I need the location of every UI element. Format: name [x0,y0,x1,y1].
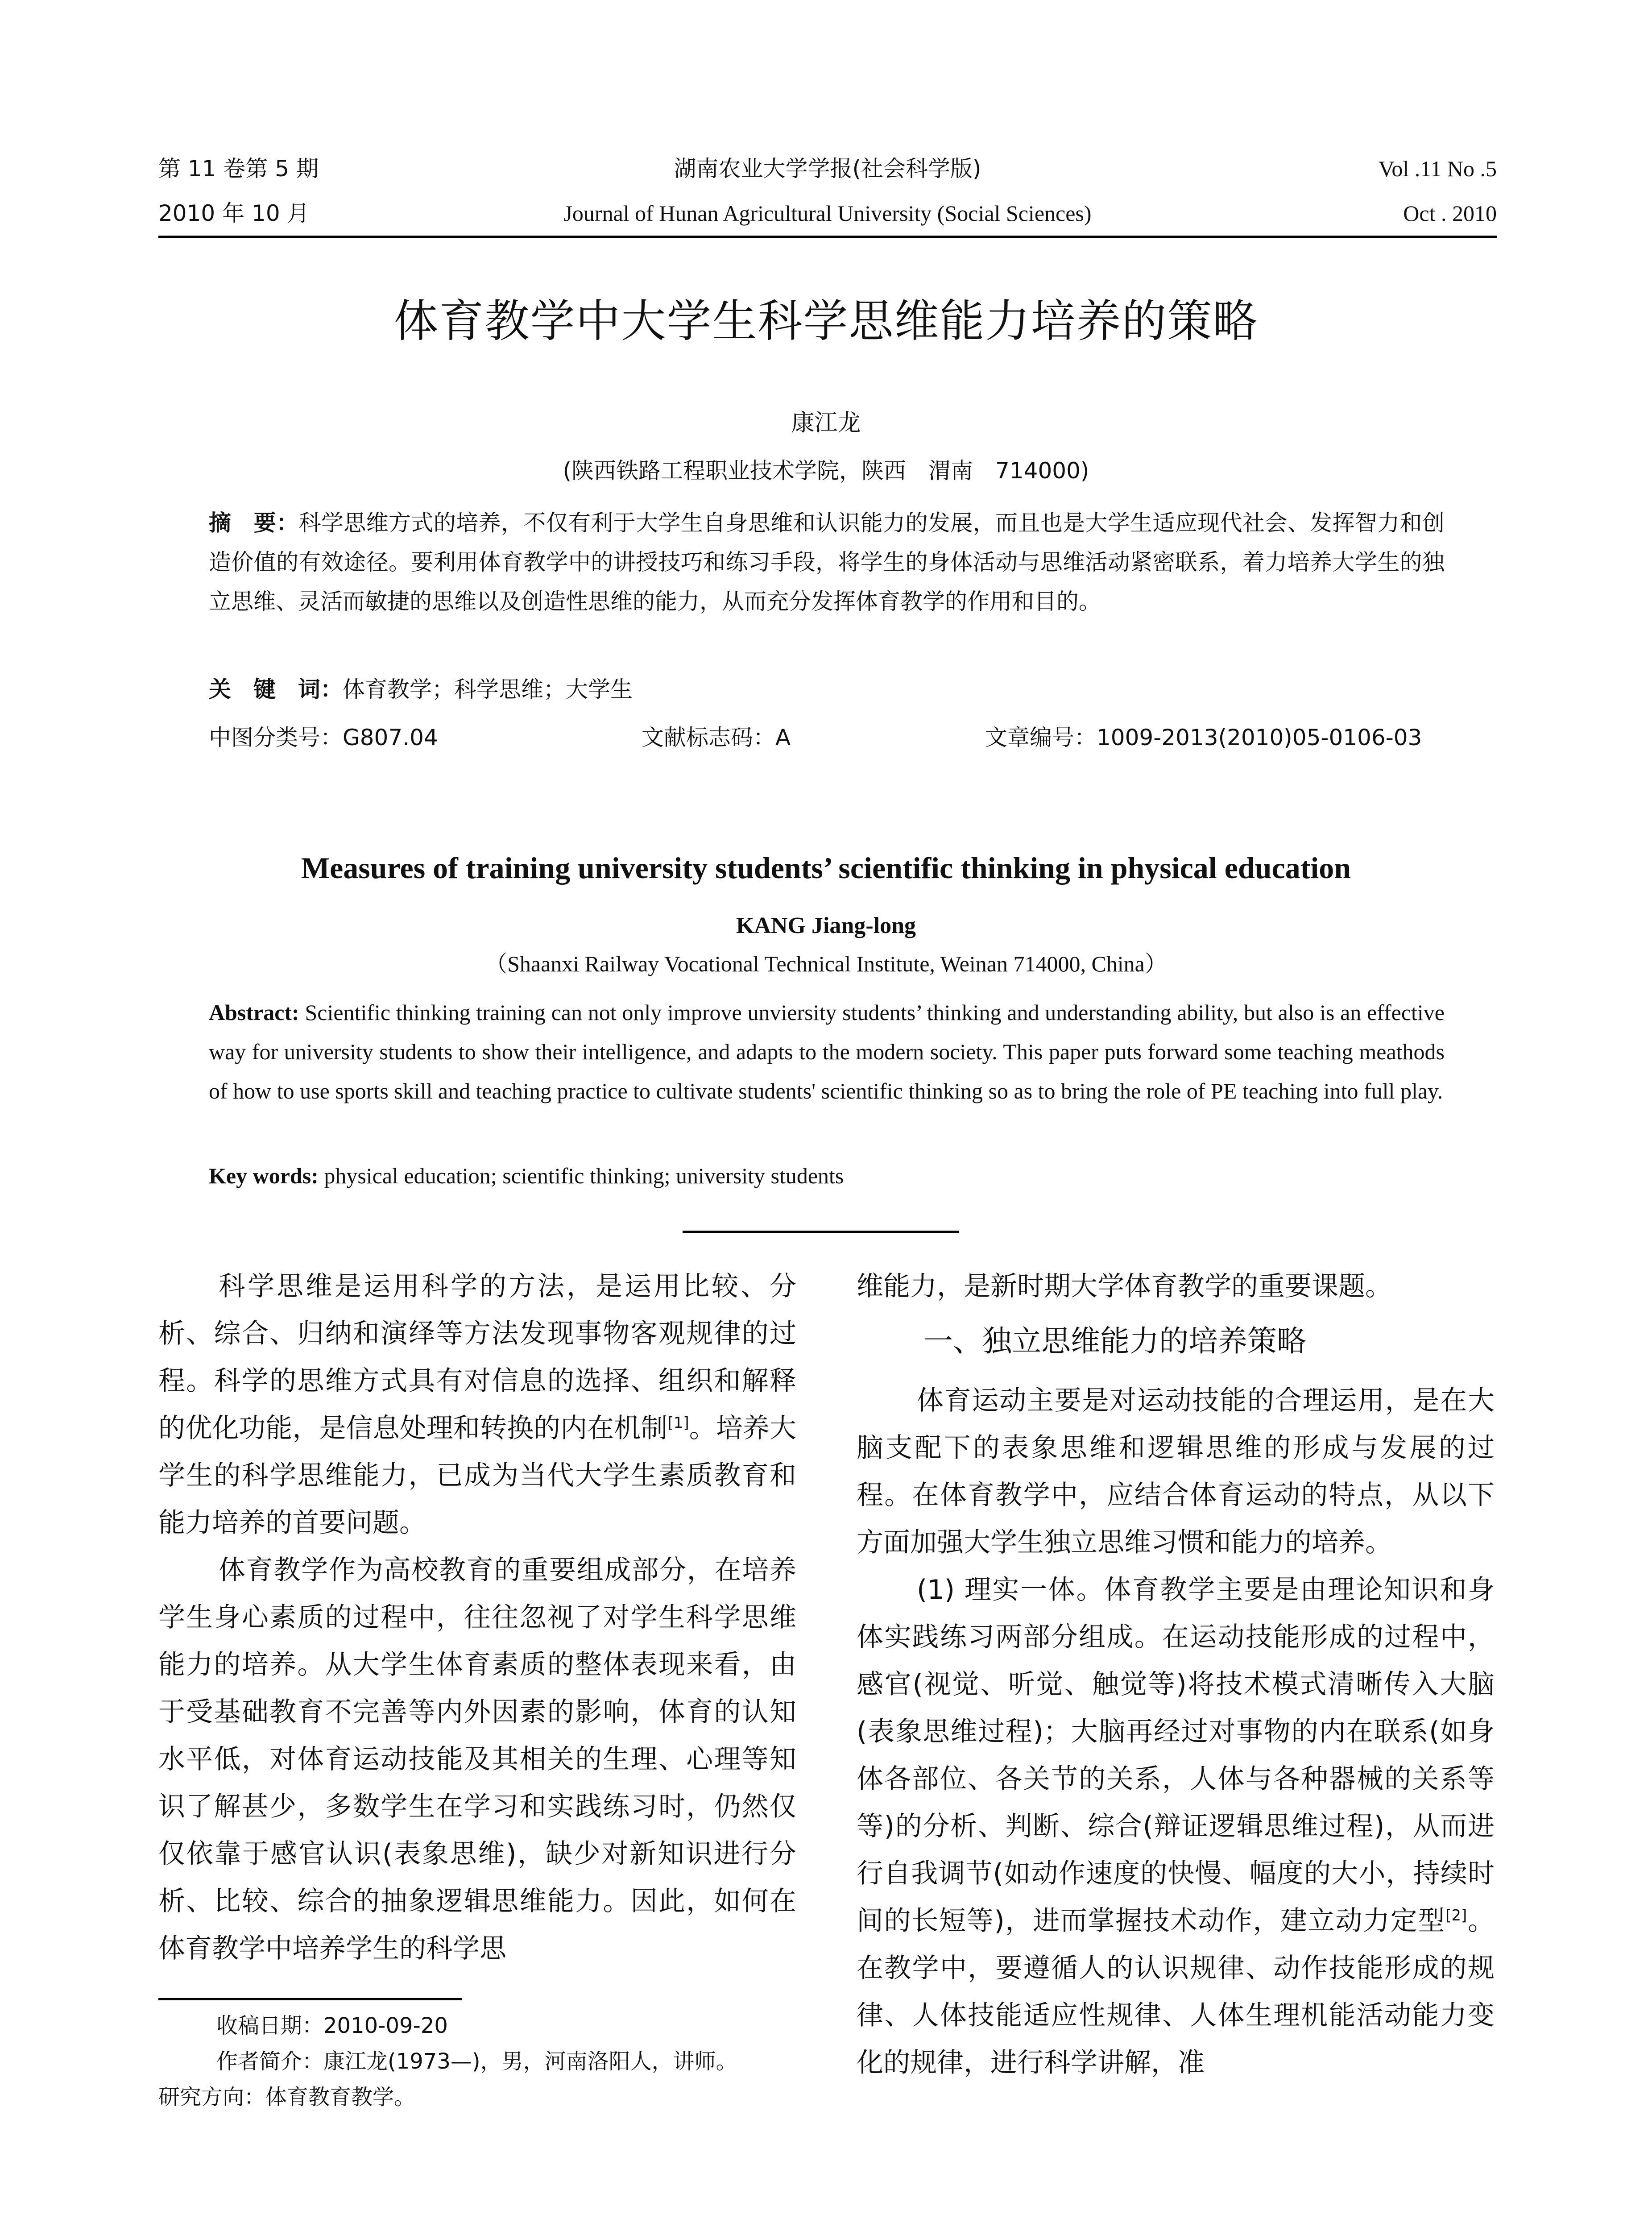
body-text: 科学思维是运用科学的方法，是运用比较、分析、综合、归纳和演绎等方法发现事物客观规律的过程。科学的思维方式具有对信息的选择、组织和解释的优化功能，是信息处理和转换的内在机制 [158,1271,796,1444]
affiliation-cn: (陕西铁路工程职业技术学院，陕西 渭南 714000) [563,458,1089,484]
title-cn: 体育教学中大学生科学思维能力培养的策略 [393,295,1259,347]
received-date: 收稿日期：2010-09-20 [216,2013,448,2038]
citation-ref-2: [2] [1445,1907,1467,1924]
section-divider [683,1231,959,1233]
body-paragraph: 体育运动主要是对运动技能的合理运用，是在大脑支配下的表象思维和逻辑思维的形成与发展的过程。在体育教学中，应结合体育运动的特点，从以下方面加强大学生独立思维习惯和能力的培养。 [857,1385,1495,1558]
title-en: Measures of training university students’ scientific thinking in physical education [301,851,1351,885]
body-paragraph [158,1263,796,1547]
body-text: 。培养大学生的科学思维能力，已成为当代大学生素质教育和能力培养的首要问题。 [158,1413,797,1538]
abstract-en-label: Abstract: [209,1000,299,1025]
author-cn: 康江龙 [791,410,861,436]
affiliation-en: （Shaanxi Railway Vocational Technical Institute, Weinan 714000, China） [485,951,1167,976]
abstract-cn [209,503,1445,621]
article-number: 文章编号：1009-2013(2010)05-0106-03 [985,725,1422,751]
abstract-en [209,993,1445,1111]
keywords-en-text: physical education; scientific thinking; university students [318,1163,844,1188]
section-heading: 一、独立思维能力的培养策略 [923,1324,1306,1358]
body-text: 。在教学中，要遵循人的认识规律、动作技能形成的规律、人体技能适应性规律、人体生理机能活动能力变化的规律，进行科学讲解，准 [857,1905,1495,2078]
body-column-left [158,1263,796,1972]
abstract-cn-label: 摘 要： [209,510,299,536]
clc-number: 中图分类号：G807.04 [209,725,438,751]
volume-cn: 第 11 卷第 5 期 [158,156,319,182]
date-en: Oct . 2010 [1403,201,1497,226]
body-paragraph: 体育教学作为高校教育的重要组成部分，在培养学生身心素质的过程中，往往忽视了对学生科学思维能力的培养。从大学生体育素质的整体表现来看，由于受基础教育不完善等内外因素的影响，体育的认知水平低，对体育运动技能及其相关的生理、心理等知识了解甚少，多数学生在学习和实践练习时，仍然仅仅依靠于感官认识(表象思维)，缺少对新知识进行分析、比较、综合的抽象逻辑思维能力。因此，如何在体育教学中培养学生的科学思 [158,1555,796,1964]
research-direction: 研究方向：体育教育教学。 [158,2085,416,2110]
body-paragraph-continued: 维能力，是新时期大学体育教学的重要课题。 [857,1271,1392,1302]
keywords-cn-text: 体育教学；科学思维；大学生 [343,676,633,702]
citation-ref-1: [1] [667,1414,689,1432]
keywords-en-label: Key words: [209,1163,319,1188]
abstract-cn-text: 科学思维方式的培养，不仅有利于大学生自身思维和认识能力的发展，而且也是大学生适应现代社会、发挥智力和创造价值的有效途径。要利用体育教学中的讲授技巧和练习手段，将学生的身体活动与思维活动紧密联系，着力培养大学生的独立思维、灵活而敏捷的思维以及创造性思维的能力，从而充分发挥体育教学的作用和目的。 [209,510,1445,614]
date-cn: 2010 年 10 月 [158,200,310,226]
header-rule [158,236,1497,238]
footnote [158,2008,828,2115]
author-bio: 作者简介：康江龙(1973—)，男，河南洛阳人，讲师。 [216,2049,737,2074]
body-text: (1) 理实一体。体育教学主要是由理论知识和身体实践练习两部分组成。在运动技能形成的过程中，感官(视觉、听觉、触觉等)将技术模式清晰传入大脑(表象思维过程)；大脑再经过对事物的内在联系(如身体各部位、各关节的关系，人体与各种器械的关系等等)的分析、判断、综合(辩证逻辑思维过程)，从而进行自我调节(如动作速度的快慢、幅度的大小，持续时间的长短等)，进而掌握技术动作，建立动力定型 [857,1574,1495,1937]
keywords-en [209,1160,844,1191]
abstract-en-text: Scientific thinking training can not only improve unviersity students’ thinking and understanding ability, but also is an effective way for university students to show their intelligence, and adapts to the modern society. This paper puts forward some teaching meathods of how to use sports skill and teaching practice to cultivate students' scientific thinking so as to bring the role of PE teaching into full play. [209,1000,1445,1103]
keywords-cn [209,674,633,705]
volume-en: Vol .11 No .5 [1378,156,1497,181]
keywords-cn-label: 关 键 词： [209,676,343,702]
footnote-rule [158,1998,462,2000]
journal-cn: 湖南农业大学学报(社会科学版) [674,156,981,182]
journal-en: Journal of Hunan Agricultural University (Social Sciences) [563,201,1092,226]
author-en: KANG Jiang-long [736,913,916,938]
document-code: 文献标志码：A [642,725,791,751]
body-paragraph [857,1566,1495,2086]
body-column-right [857,1263,1495,2086]
